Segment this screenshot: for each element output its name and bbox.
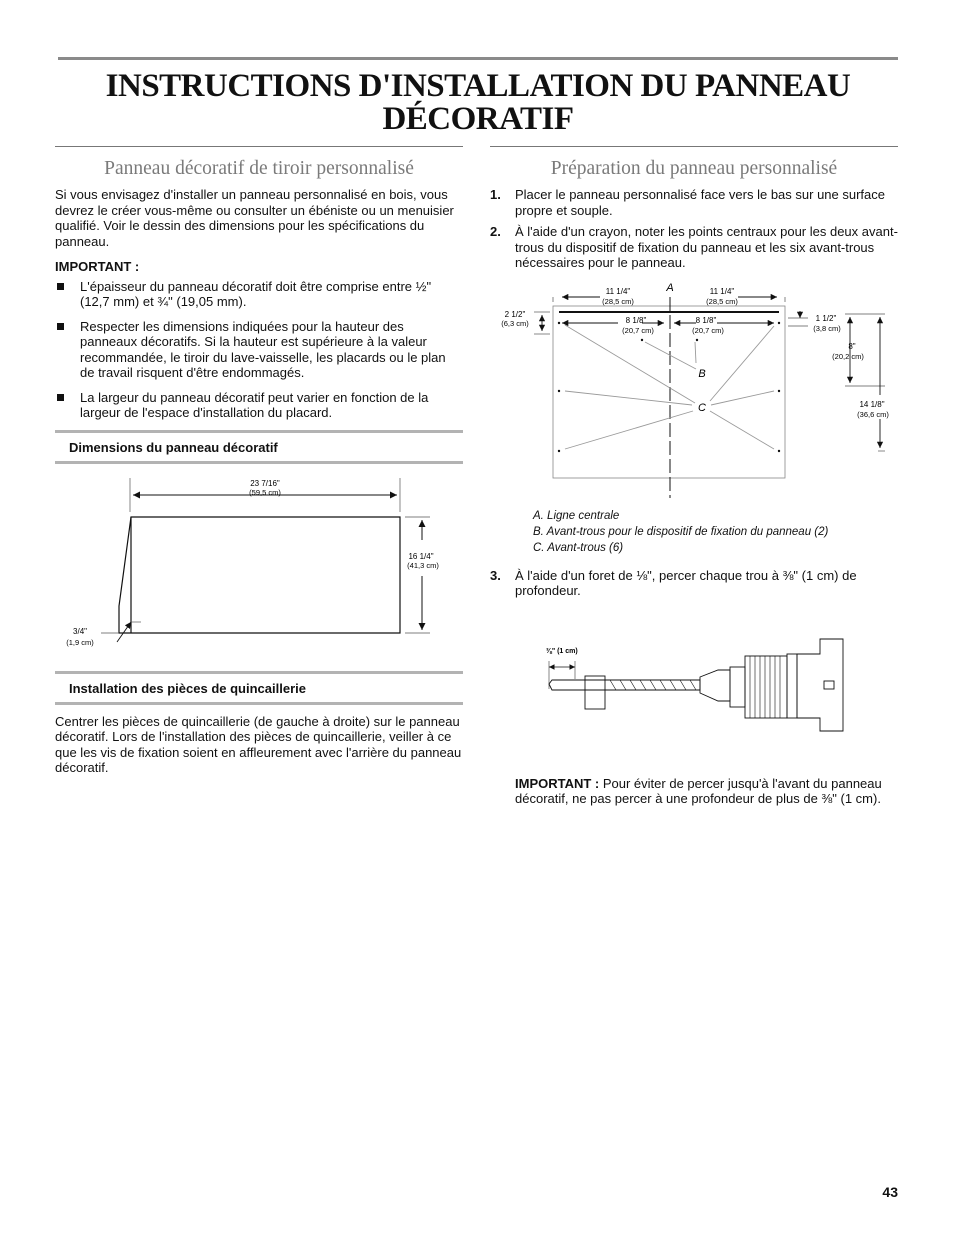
dim-top-left-inch: 11 1/4" <box>605 286 631 296</box>
bullet-square-icon <box>57 283 64 290</box>
dim-r1-cm: (3,8 cm) <box>813 323 841 333</box>
hardware-paragraph: Centrer les pièces de quincaillerie (de gauche à droite) sur le panneau décoratif. Lors de l'installation des pièces de quincaillerie, veiller à ce que les vis de fixation soient en affleurement avec l'arrière du panneau décoratif. <box>55 713 462 775</box>
list-item: L'épaisseur du panneau décoratif doit être comprise entre ½" (12,7 mm) et ¾" (19,05 mm). <box>55 279 463 310</box>
right-column <box>490 146 898 807</box>
dim-r1-inch: 1 1/2" <box>815 313 837 323</box>
steps-list-continued <box>490 568 898 599</box>
dimensions-box <box>55 430 463 674</box>
step-item: 1. Placer le panneau personnalisé face vers le bas sur une surface propre et souple. <box>490 187 885 218</box>
dimensions-box-title: Dimensions du panneau décoratif <box>55 430 463 464</box>
legend-item: A. Ligne centrale <box>533 509 620 522</box>
width-inch-label: 23 7/16" <box>250 478 280 488</box>
hardware-box-title: Installation des pièces de quincaillerie <box>55 671 463 705</box>
height-inch-label: 16 1/4" <box>408 551 434 561</box>
important-list <box>55 279 463 421</box>
label-c: C <box>698 401 706 414</box>
list-item: Respecter les dimensions indiquées pour la hauteur des panneaux décoratifs. Si la hauteur est supérieure à la valeur recommandée, le tiroir du lave-vaisselle, les placards ou le plan de travail risquent d'être endommagés. <box>55 319 463 381</box>
intro-paragraph: Si vous envisagez d'installer un panneau personnalisé en bois, vous devrez le créer vous-même ou consulter un ébéniste ou un menuisier qualifié. Voir le dessin des dimensions pour les spécifications du panneau. <box>55 187 454 249</box>
top-rule <box>58 57 898 60</box>
dim-top-right-cm: (28,5 cm) <box>706 296 738 306</box>
dim-mid-left-cm: (20,7 cm) <box>622 325 654 335</box>
dim-mid-right-cm: (20,7 cm) <box>692 325 724 335</box>
dim-r2-inch: 8" <box>848 341 856 351</box>
width-cm-label: (59,5 cm) <box>249 487 281 497</box>
thickness-cm-label: (1,9 cm) <box>66 637 94 647</box>
section-heading-left: Panneau décoratif de tiroir personnalisé <box>104 158 414 179</box>
drill-depth-label: ⅜" (1 cm) <box>546 647 578 655</box>
pilot-holes-diagram <box>490 283 898 503</box>
list-item: La largeur du panneau décoratif peut varier en fonction de la largeur de l'espace d'installation du placard. <box>55 390 463 421</box>
dim-r2-cm: (20,2 cm) <box>832 351 864 361</box>
section-rule <box>55 146 463 147</box>
title-line-2: DÉCORATIF <box>382 101 574 137</box>
panel-dimensions-diagram <box>55 464 463 669</box>
hardware-box <box>55 671 463 705</box>
dim-top-right-inch: 11 1/4" <box>709 286 735 296</box>
section-heading-right: Préparation du panneau personnalisé <box>550 158 838 179</box>
legend-item: B. Avant-trous pour le dispositif de fixation du panneau (2) <box>533 525 829 538</box>
dim-r3-cm: (36,6 cm) <box>857 409 889 419</box>
page-number: 43 <box>882 1184 898 1200</box>
step-item: 3. À l'aide d'un foret de ⅛", percer chaque trou à ⅜" (1 cm) de profondeur. <box>490 567 857 598</box>
step-item: 2. À l'aide d'un crayon, noter les points centraux pour les deux avant-trous du dispositif de fixation du panneau et les six avant-trous nécessaires pour le panneau. <box>490 224 898 270</box>
legend-item: C. Avant-trous (6) <box>533 541 624 554</box>
left-column <box>55 146 463 776</box>
dim-left-inch: 2 1/2" <box>504 309 526 319</box>
section-rule <box>490 146 898 147</box>
dim-mid-right-inch: 8 1/8" <box>695 315 717 325</box>
bullet-square-icon <box>57 323 64 330</box>
steps-list <box>490 187 898 271</box>
dim-top-left-cm: (28,5 cm) <box>602 296 634 306</box>
dim-left-cm: (6,3 cm) <box>501 318 529 328</box>
page-title <box>58 70 898 136</box>
important-label: IMPORTANT : <box>55 259 140 274</box>
diagram-legend <box>533 508 898 556</box>
dim-mid-left-inch: 8 1/8" <box>625 315 647 325</box>
label-b: B <box>698 367 706 380</box>
thickness-inch-label: 3/4" <box>73 626 87 636</box>
title-line-1: INSTRUCTIONS D'INSTALLATION DU PANNEAU <box>105 68 851 104</box>
important-note: IMPORTANT : Pour éviter de percer jusqu'à l'avant du panneau décoratif, ne pas percer à une profondeur de plus de ⅜" (1 cm). <box>515 775 882 806</box>
height-cm-label: (41,3 cm) <box>407 560 439 570</box>
bullet-square-icon <box>57 394 64 401</box>
dim-r3-inch: 14 1/8" <box>859 399 885 409</box>
drill-bit-illustration <box>490 633 898 753</box>
label-a: A <box>666 282 674 294</box>
